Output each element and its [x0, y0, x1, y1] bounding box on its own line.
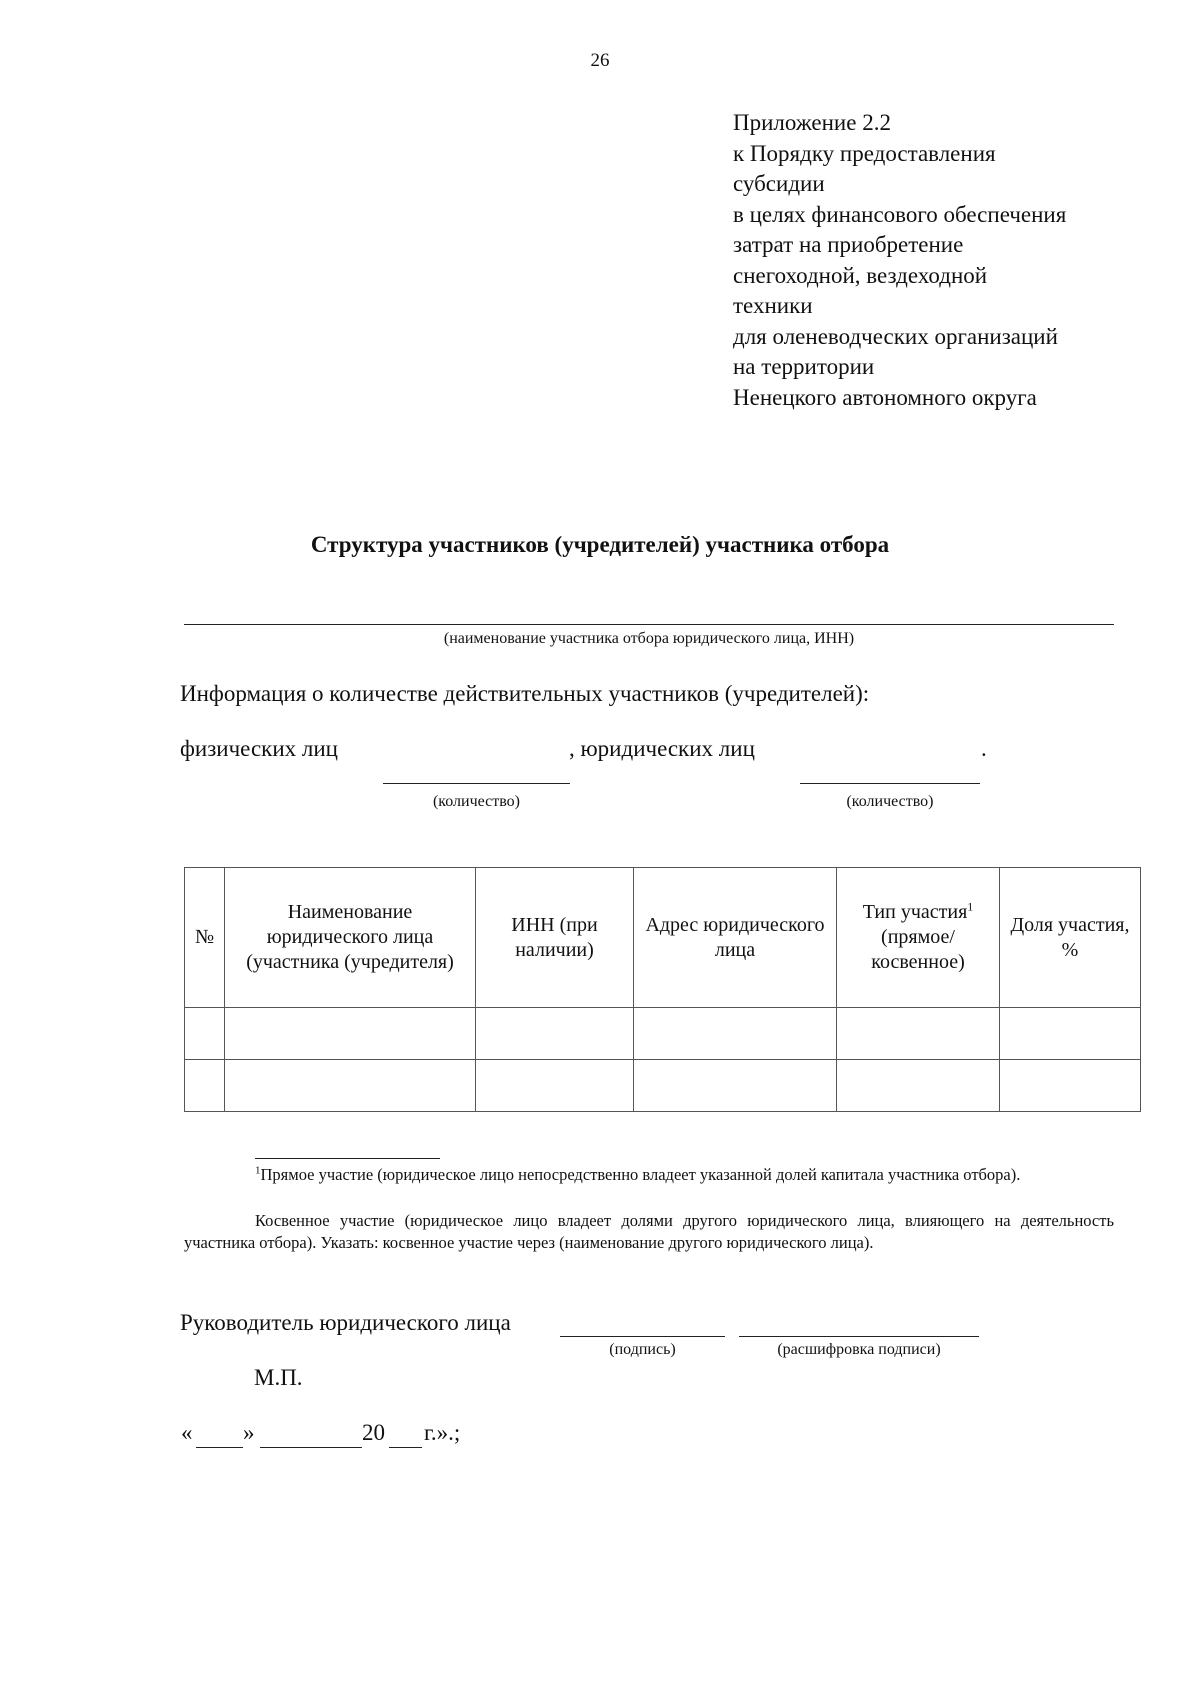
- appendix-line: на территории: [733, 354, 875, 379]
- appendix-line: Ненецкого автономного округа: [733, 384, 1037, 410]
- individuals-label: физических лиц: [180, 736, 338, 761]
- column-header-share: Доля участия, %: [1000, 868, 1141, 1008]
- table-row: [185, 1008, 1141, 1060]
- column-header-name: Наименование юридического лица (участника (учредителя): [225, 868, 476, 1008]
- appendix-line: снегоходной, вездеходной: [733, 262, 988, 288]
- table-cell[interactable]: [634, 1060, 837, 1112]
- date-day-field[interactable]: [196, 1447, 243, 1448]
- date-close-quote: »: [243, 1420, 255, 1445]
- date-year-prefix: 20: [362, 1420, 385, 1445]
- type-options: (прямое/ косвенное): [871, 926, 965, 973]
- legal-entities-count-field[interactable]: [800, 783, 980, 784]
- table-cell[interactable]: [225, 1060, 476, 1112]
- signature-decode-hint: (расшифровка подписи): [777, 1341, 941, 1358]
- column-header-number: №: [185, 868, 225, 1008]
- appendix-line: техники: [733, 293, 813, 318]
- type-label: Тип участия: [862, 901, 968, 923]
- date-open-quote: «: [181, 1420, 193, 1445]
- table-cell[interactable]: [476, 1008, 634, 1060]
- appendix-line: субсидии: [733, 171, 825, 196]
- table-cell[interactable]: [476, 1060, 634, 1112]
- column-header-type: [837, 868, 1000, 1008]
- footnote-direct: [184, 1164, 1114, 1186]
- document-title: Структура участников (учредителей) участника отбора: [310, 532, 890, 557]
- column-header-inn: ИНН (при наличии): [476, 868, 634, 1008]
- table-cell[interactable]: [185, 1060, 225, 1112]
- quantity-hint: (количество): [432, 793, 521, 810]
- legal-entities-label: , юридических лиц: [569, 736, 755, 761]
- end-dot: .: [981, 736, 987, 761]
- signature-hint: (подпись): [609, 1341, 676, 1358]
- appendix-line: в целях финансового обеспечения: [733, 201, 1067, 227]
- appendix-line: для оленеводческих организаций: [733, 323, 1058, 349]
- signature-decode-field[interactable]: [739, 1336, 979, 1337]
- quantity-hint: (количество): [846, 793, 934, 810]
- table-cell[interactable]: [1000, 1008, 1141, 1060]
- signature-label: Руководитель юридического лица: [180, 1310, 511, 1335]
- participant-name-field[interactable]: [184, 624, 1114, 625]
- column-header-address: Адрес юридического лица: [634, 868, 837, 1008]
- footnote-indirect: Косвенное участие (юридическое лицо владеет долями другого юридического лица, влияющего на деятельность участника отбора). Указать: косвенное участие через (наименование другого юридического лица).: [184, 1211, 1114, 1252]
- participant-hint: (наименование участника отбора юридического лица, ИНН): [443, 630, 855, 647]
- info-line: Информация о количестве действительных участников (учредителей):: [180, 681, 870, 706]
- table-row: [185, 1060, 1141, 1112]
- footnote-divider: [255, 1158, 440, 1159]
- page-number: 26: [590, 50, 610, 71]
- table-cell[interactable]: [185, 1008, 225, 1060]
- appendix-line: Приложение 2.2: [733, 110, 891, 135]
- footnote-mark: 1: [967, 899, 974, 914]
- signature-field[interactable]: [560, 1336, 725, 1337]
- stamp-label: М.П.: [254, 1365, 303, 1390]
- date-month-field[interactable]: [260, 1447, 362, 1448]
- appendix-header: [733, 108, 1066, 413]
- footnote-direct-text: Прямое участие (юридическое лицо непосредственно владеет указанной долей капитала участника отбора).: [260, 1165, 1021, 1184]
- table-cell[interactable]: [837, 1008, 1000, 1060]
- table-cell[interactable]: [1000, 1060, 1141, 1112]
- table-cell[interactable]: [837, 1060, 1000, 1112]
- footnote-mark: 1: [255, 1164, 261, 1177]
- appendix-line: к Порядку предоставления: [733, 140, 996, 166]
- participants-table: [184, 867, 1141, 1112]
- date-suffix: г.».;: [424, 1420, 461, 1445]
- individuals-count-field[interactable]: [383, 783, 570, 784]
- table-cell[interactable]: [634, 1008, 837, 1060]
- appendix-line: затрат на приобретение: [733, 232, 964, 257]
- table-header-row: [185, 868, 1141, 1008]
- date-year-field[interactable]: [389, 1447, 422, 1448]
- table-cell[interactable]: [225, 1008, 476, 1060]
